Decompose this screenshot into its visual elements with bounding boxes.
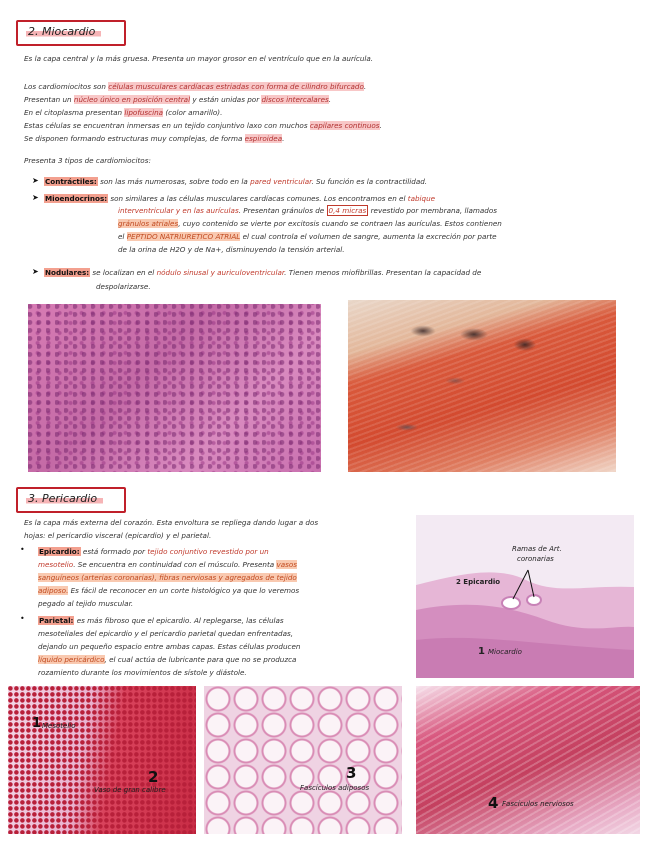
contractiles-tag: Contráctiles: (45, 177, 97, 186)
highlight: lipofuscina (124, 108, 164, 117)
highlight: núcleo único en posición central (73, 95, 191, 104)
paragraph-7: Presenta 3 tipos de cardiomiocitos: (24, 156, 151, 165)
parietal-line-2: mesoteliales del epicardio y el pericardio parietal quedan enfrentadas, (38, 629, 294, 638)
highlight: pared ventricular (250, 177, 312, 186)
micrograph-cardiomyocytes (348, 300, 616, 472)
bullet-arrow-icon: ➤ (32, 176, 39, 185)
text: Se disponen formando estructuras muy complejas, de forma (24, 134, 245, 143)
text: son similares a las células musculares cardíacas comunes. Los encontramos en el (108, 194, 408, 203)
text: . Su función es la contractilidad. (311, 177, 428, 186)
highlight: capilares continuos (309, 121, 380, 130)
epicardio-line-1 (38, 547, 269, 557)
section-2-title: 2. Miocardio (26, 25, 101, 38)
label-nerviosos: Fascículos nerviosos (502, 800, 574, 808)
text: revestido por membrana, llamados (368, 206, 498, 215)
mioendocrinos-tag: Mioendocrinos: (45, 194, 108, 203)
paragraph-1: Es la capa central y la más gruesa. Presenta un mayor grosor en el ventrículo que en la aurícula. (24, 54, 374, 63)
text: Los cardiomiocitos son (24, 82, 109, 91)
label-3-number: 3 (346, 764, 357, 782)
text: . (379, 121, 382, 130)
text: En el citoplasma presentan (24, 108, 125, 117)
highlight: mesotelio (38, 560, 74, 569)
text: Estas células se encuentran inmersas en un tejido conjuntivo laxo con muchos (24, 121, 310, 130)
text: . (282, 134, 285, 143)
section-2-header (16, 20, 126, 46)
label-1-number: 1 (32, 716, 42, 731)
epicardio-tag: Epicardio: (39, 547, 80, 556)
label-4-number: 4 (488, 794, 499, 812)
highlight: células musculares cardíacas estriadas con forma de cilindro bifurcado (108, 82, 364, 91)
text: , cuyo contenido se vierte por excitosis cuando se contraen las aurículas. Estos contienen (178, 219, 502, 228)
bullet-dot-icon: • (20, 545, 25, 554)
nodulares-tag: Nodulares: (45, 268, 90, 277)
bullet-arrow-icon: ➤ (32, 193, 39, 202)
parietal-line-3: dejando un pequeño espacio entre ambas capas. Estas células producen (38, 642, 301, 651)
text: Presentan un (24, 95, 74, 104)
highlight: sanguíneos (arterias coronarias), fibras nerviosas y agregados de tejido (38, 573, 297, 582)
highlight: gránulos atriales (118, 219, 179, 228)
text: . Tienen menos miofibrillas. Presentan la capacidad de (284, 268, 482, 277)
micrograph-adipose (204, 686, 402, 834)
epicardio-line-3 (38, 573, 297, 583)
micrograph-nerve (416, 686, 640, 834)
text: , el cual actúa de lubricante para que no se produzca (104, 655, 297, 664)
highlight: PEPTIDO NATRIURETICO ATRIAL (126, 232, 241, 241)
label-miocardio-number: 1 (478, 646, 485, 657)
highlight: nódulo sinusal y auriculoventricular (156, 268, 285, 277)
paragraph-5 (24, 121, 382, 131)
text: está formado por (80, 547, 148, 556)
text: . (363, 82, 367, 91)
highlight: adiposo. (38, 586, 69, 595)
text: y están unidas por (190, 95, 262, 104)
mioendocrinos-line-1 (44, 194, 435, 204)
text: el cual controla el volumen de sangre, aumenta la excreción por parte (240, 232, 497, 241)
section-3-title: 3. Pericardio (26, 492, 103, 505)
label-ramas: Ramas de Art. (512, 545, 562, 553)
pericardio-line-1: Es la capa más externa del corazón. Esta envoltura se repliega dando lugar a dos (24, 518, 319, 527)
micrograph-mesothelium-vessel (8, 686, 196, 834)
parietal-line-4 (38, 655, 296, 665)
mioendocrinos-line-2 (118, 206, 497, 216)
paragraph-3 (24, 95, 331, 105)
paragraph-2 (24, 82, 366, 92)
text: el (118, 232, 127, 241)
highlight: espiroidea (244, 134, 283, 143)
label-coronarias: coronarias (517, 555, 554, 563)
text: son las más numerosas, sobre todo en la (97, 177, 251, 186)
highlight: tejido conjuntivo revestido por un (147, 547, 269, 556)
text: es más fibroso que el epicardio. Al replegarse, las células (74, 616, 284, 625)
label-miocardio: Miocardio (488, 648, 522, 656)
contractiles-item (44, 177, 427, 187)
highlight: líquido pericárdico (38, 655, 105, 664)
label-mesotelio: Mesotelio (42, 722, 76, 730)
text: . Presentan gránulos de (238, 206, 327, 215)
micrograph-heart-section (416, 515, 634, 678)
text: . Se encuentra en continuidad con el músculo. Presenta (73, 560, 277, 569)
parietal-line-1 (38, 616, 284, 626)
label-vaso: Vaso de gran calibre (94, 786, 166, 794)
bullet-dot-icon: • (20, 614, 25, 623)
parietal-tag: Parietal: (39, 616, 74, 625)
paragraph-4 (24, 108, 222, 118)
highlight: interventricular y en las aurículas (118, 206, 239, 215)
highlight: vasos (276, 560, 298, 569)
section-3-header (16, 487, 126, 513)
parietal-line-5: rozamiento durante los movimientos de sístole y diástole. (38, 668, 247, 677)
nodulares-line-1 (44, 268, 481, 278)
epicardio-line-2 (38, 560, 297, 570)
text: Es fácil de reconocer en un corte histológico ya que lo veremos (68, 586, 300, 595)
text: (color amarillo). (163, 108, 223, 117)
epicardio-line-4 (38, 586, 299, 596)
mioendocrinos-line-3 (118, 219, 502, 229)
micrograph-myocardium-he (28, 304, 321, 472)
paragraph-6 (24, 134, 284, 144)
highlight: tabique (407, 194, 436, 203)
label-epicardio: 2 Epicardio (456, 578, 501, 586)
heart-section-drawing (416, 515, 634, 678)
mioendocrinos-line-4 (118, 232, 497, 242)
mioendocrinos-line-5: de la orina de H2O y de Na+, disminuyendo la tensión arterial. (118, 245, 345, 254)
highlight: discos intercalares (261, 95, 329, 104)
text: . (328, 95, 332, 104)
epicardio-line-5: pegado al tejido muscular. (38, 599, 134, 608)
nodulares-line-2: despolarizarse. (96, 282, 151, 291)
pericardio-line-2: hojas: el pericardio visceral (epicardio) y el parietal. (24, 531, 212, 540)
boxed-value: 0,4 micras (328, 206, 367, 215)
label-2-number: 2 (148, 768, 159, 786)
bullet-arrow-icon: ➤ (32, 267, 39, 276)
label-adiposos: Fascículos adiposos (300, 784, 370, 792)
text: se localizan en el (90, 268, 157, 277)
